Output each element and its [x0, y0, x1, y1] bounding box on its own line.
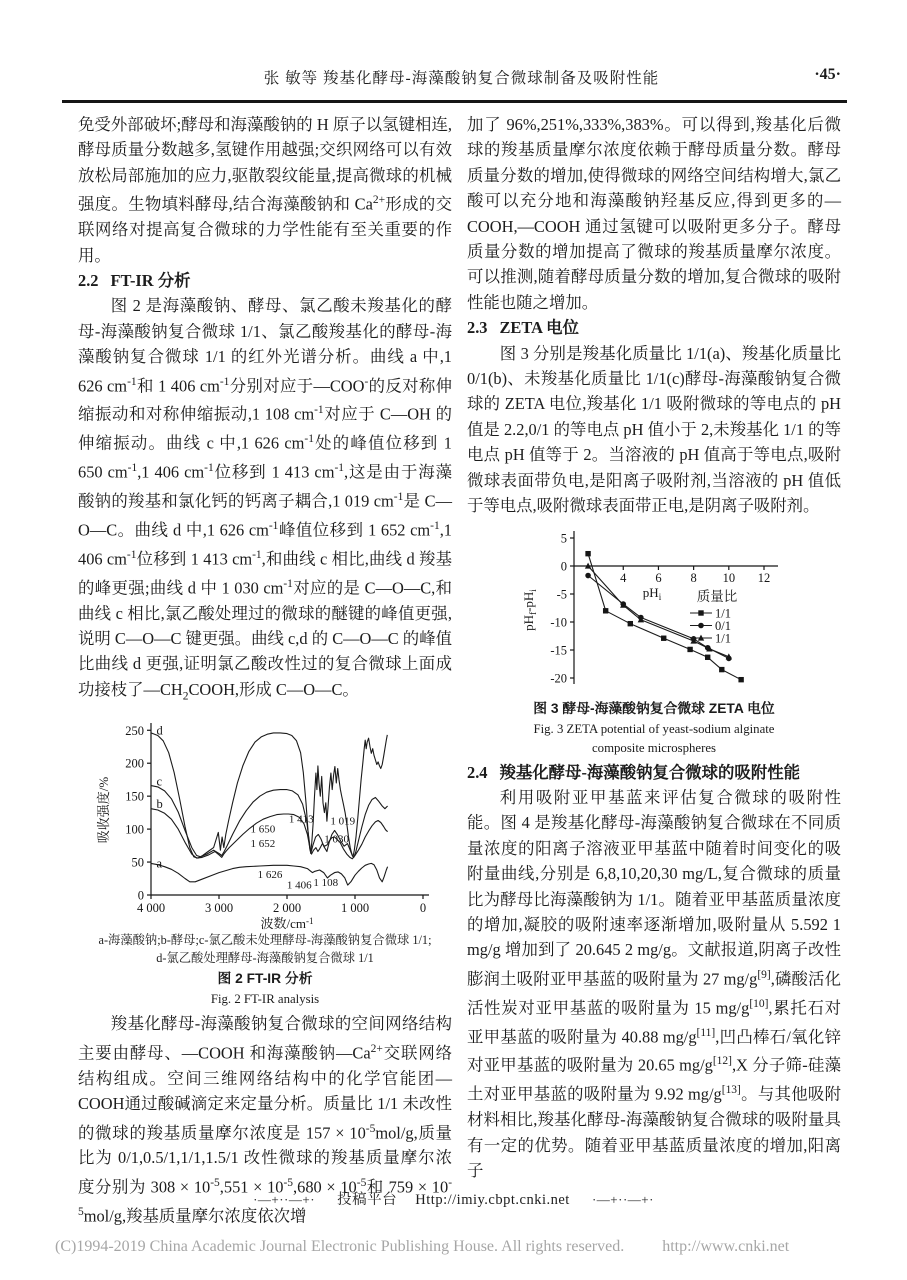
section-title: ZETA 电位 — [499, 318, 579, 338]
section-heading-2-2 — [78, 268, 452, 293]
svg-text:吸收强度/%: 吸收强度/% — [96, 777, 111, 844]
svg-text:100: 100 — [125, 823, 144, 838]
section-number: 2.4 — [467, 762, 488, 782]
paragraph-zeta: 图 3 分别是羧基化质量比 1/1(a)、羧基化质量比 0/1(b)、未羧基化质量比 1/1(c)酵母-海藻酸钠复合微球的 ZETA 电位,羧基化 1/1 吸附微球的等电点的 pH 值是 2.2,0/1 的等电点 pH 值小于 2,未羧基化 1/1 的等电点 pH 值等于 2。当溶液的 pH 值高于等电点,吸附微球表面带负电,是阳离子吸附剂,当溶液的 pH 值低于等电点,吸附微球表面带正电,是阴离子吸附剂。 — [467, 343, 841, 516]
svg-text:1 626: 1 626 — [257, 869, 283, 882]
svg-text:pHf-pHi: $pH_f-pH_i$ — [521, 588, 538, 631]
ftir-chart — [93, 713, 437, 931]
footer-platform-url: Http://imiy.cbpt.cnki.net — [415, 1192, 570, 1208]
svg-text:0: 0 — [137, 888, 144, 903]
running-title: 张 敏等 羧基化酵母-海藻酸钠复合微球制备及吸附性能 — [263, 70, 660, 87]
svg-text:1 019: 1 019 — [330, 815, 356, 828]
paragraph-adsorption: 利用吸附亚甲基蓝来评估复合微球的吸附性能。图 4 是羧基化酵母-海藻酸钠复合微球在不同质量浓度的阳离子溶液亚甲基蓝中随着时间变化的吸附量曲线,分别是 6,8,10,20,30 mg/L,复合微球的质量比为酵母比海藻酸钠为 1/1。随着亚甲基蓝质量浓度的增加,凝胶的吸附速率逐渐增加,吸附量从 5.592 1 mg/g 增加到了 20.645 2 mg/g。文献报道,阴离子改性膨润土吸附亚甲基蓝的吸附量为 27 mg/g[9],磷酸活化活性炭对亚甲基蓝的吸附量为 15 mg/g[10],累托石对亚甲基蓝的吸附量为 40.88 mg/g[11],凹凸棒石/氧化锌对亚甲基蓝的吸附量为 20.65 mg/g[12],X 分子筛-硅藻土对亚甲基蓝的吸附量为 9.92 mg/g[13]。与其他吸附材料相比,羧基化酵母-海藻酸钠复合微球的吸附量具有一定的优势。随着亚甲基蓝质量浓度的增加,阳离子 — [467, 787, 841, 1180]
svg-text:1/1: 1/1 — [715, 606, 731, 620]
footer-platform-label: 投稿平台 — [337, 1192, 398, 1208]
page-header — [78, 66, 845, 92]
figure-3 — [467, 523, 841, 758]
svg-text:2 000: 2 000 — [272, 901, 302, 916]
svg-text:1 108: 1 108 — [313, 877, 339, 890]
svg-text:a: a — [156, 856, 163, 871]
footer-decor-right: ·—+··—+· — [591, 1192, 654, 1207]
svg-text:b: b — [156, 797, 163, 812]
right-column — [467, 112, 841, 1229]
paragraph-molality: 加了 96%,251%,333%,383%。可以得到,羧基化后微球的羧基质量摩尔浓度依赖于酵母质量分数。酵母质量分数的增加,使得微球的网络空间结构增大,氯乙酸可以充分地和海藻酸钠羟基反应,得到更多的—COOH,—COOH 通过氢键可以吸附更多分子。酵母质量分数的增加提高了微球的羧基质量摩尔浓度。可以推测,随着酵母质量分数的增加,复合微球的吸附性能也随之增加。 — [467, 115, 841, 312]
header-rule — [62, 100, 847, 103]
figure-2-key-line2: d-氯乙酸处理酵母-海藻酸钠复合微球 1/1 — [156, 951, 374, 966]
svg-text:-5: -5 — [556, 587, 567, 601]
left-column — [78, 112, 452, 1229]
copyright-text: (C)1994-2019 China Academic Journal Electronic Publishing House. All rights reserved. — [55, 1238, 625, 1255]
svg-text:0: 0 — [419, 901, 427, 916]
svg-text:200: 200 — [125, 757, 144, 772]
svg-text:d: d — [156, 723, 163, 738]
svg-text:-15: -15 — [550, 643, 567, 657]
section-heading-2-4 — [467, 760, 841, 785]
zeta-chart — [486, 523, 822, 697]
svg-text:12: 12 — [757, 570, 771, 585]
page-number: ·45· — [814, 66, 841, 83]
svg-text:50: 50 — [131, 855, 144, 870]
submission-platform-footer — [0, 1188, 907, 1209]
figure-3-caption-en2: composite microspheres — [591, 740, 717, 755]
section-title: 羧基化酵母-海藻酸钠复合微球的吸附性能 — [499, 762, 800, 782]
fig3-legend — [690, 589, 738, 646]
fig3-axes — [521, 531, 778, 686]
svg-text:250: 250 — [125, 724, 144, 739]
copyright-line — [55, 1238, 877, 1256]
figure-2-key-line1: a-海藻酸钠;b-酵母;c-氯乙酸未处理酵母-海藻酸钠复合微球 1/1; — [98, 933, 432, 948]
figure-2 — [78, 713, 452, 1009]
figure-2-caption-en: Fig. 2 FT-IR analysis — [210, 992, 320, 1007]
paragraph-ftir: 图 2 是海藻酸钠、酵母、氯乙酸未羧基化的酵母-海藻酸钠复合微球 1/1、氯乙酸羧基化的酵母-海藻酸钠复合微球 1/1 的红外光谱分析。曲线 a 中,1 626 $cm^{-1}$和 1 406 $cm^{-1}$分别对应于—COO-的反对称伸缩振动和对称伸缩振动,1 108 $cm^{-1}$对应于 C—OH 的伸缩振动。曲线 c 中,1 626 $cm^{-1}$处的峰值位移到 1 650 $cm^{-1},1$ 406 $cm^{-1}$位移到 1 413 $cm^{-1}$,这是由于海藻酸钠的羧基和氯化钙的钙离子耦合,1 019 $cm^{-1}$是 C—O—C。曲线 d 中,1 626 $cm^{-1}$峰值位移到 1 652 $cm^{-1},1$ 406 $cm^{-1}$位移到 1 413 $cm^{-1}$,和曲线 c 相比,曲线 d 羧基的峰更强;曲线 d 中 1 030 $cm^{-1}$对应的是 C—O—C,和曲线 c 相比,氯乙酸处理过的微球的醚键的峰值更强,说明 C—O—C 键更强。曲线 c,d 的 C—O—C 的峰值比曲线 d 更强,证明氯乙酸改性过的复合微球上面成功接枝了$—CH_2COOH$,形成 C—O—C。 — [78, 296, 452, 703]
svg-text:1 413: 1 413 — [288, 813, 314, 826]
svg-text:pHi: $pH_i$ — [642, 584, 662, 602]
svg-text:4: 4 — [620, 570, 627, 585]
svg-text:3 000: 3 000 — [204, 901, 234, 916]
fig2-series — [151, 724, 388, 892]
svg-text:150: 150 — [125, 790, 144, 805]
svg-text:波数/cm-1: 波数$/cm^{-1}$ — [260, 916, 314, 932]
svg-text:10: 10 — [722, 570, 736, 585]
paragraph-mechanics: 免受外部破坏;酵母和海藻酸钠的 H 原子以氢键相连,酵母质量分数越多,氢键作用越强;交织网络可以有效放松局部施加的应力,驱散裂纹能量,提高微球的机械强度。生物填料酵母,结合海藻酸钠和 $Ca^{2+}$形成的交联网络对提高复合微球的力学性能有至关重要的作用。 — [78, 115, 453, 265]
svg-text:0/1: 0/1 — [715, 618, 731, 633]
svg-text:4 000: 4 000 — [136, 901, 166, 916]
section-number: 2.3 — [467, 318, 488, 338]
figure-3-caption-en1: Fig. 3 ZETA potential of yeast-sodium alginate — [533, 721, 775, 736]
svg-text:6: 6 — [655, 570, 662, 585]
cnki-url: http://www.cnki.net — [662, 1238, 790, 1255]
svg-text:1 652: 1 652 — [250, 838, 276, 851]
svg-text:5: 5 — [560, 531, 567, 545]
figure-2-caption-zh: 图 2 FT-IR 分析 — [217, 971, 313, 987]
svg-text:-20: -20 — [550, 671, 567, 685]
svg-text:1 406: 1 406 — [286, 879, 312, 892]
paragraph-network: 羧基化酵母-海藻酸钠复合微球的空间网络结构主要由酵母、—COOH 和海藻酸钠$—Ca^{2+}$交联网络结构组成。空间三维网络结构中的化学官能团—COOH通过酸碱滴定来定量分析。质量比 1/1 未改性的微球的羧基质量摩尔浓度是 $157 \times 10^{-5}mol/g$,质量比为 0/1,0.5/1,1/1,1.5/1 改性微球的羧基质量摩尔浓度分别为 $308 \times 10^{-5},551 \times 10^{-5},680 \times 10^{-5}$和 $759 \times 10^{-5}mol/g$,羧基质量摩尔浓度依次增 — [78, 1014, 453, 1226]
figure-3-caption-zh: 图 3 酵母-海藻酸钠复合微球 ZETA 电位 — [533, 700, 775, 716]
body-columns — [78, 112, 841, 1229]
section-number: 2.2 — [78, 270, 99, 290]
svg-text:-10: -10 — [550, 615, 567, 629]
svg-text:1 000: 1 000 — [340, 901, 370, 916]
svg-text:1/1: 1/1 — [715, 631, 731, 645]
svg-text:质量比: 质量比 — [696, 588, 738, 604]
svg-text:1 030: 1 030 — [324, 833, 350, 846]
svg-text:8: 8 — [690, 570, 697, 585]
footer-decor-left: ·—+··—+· — [253, 1192, 316, 1207]
svg-text:0: 0 — [560, 559, 567, 573]
section-heading-2-3 — [467, 315, 841, 340]
section-title: FT-IR 分析 — [110, 270, 191, 290]
svg-text:1 650: 1 650 — [250, 823, 276, 836]
svg-text:c: c — [156, 775, 163, 790]
